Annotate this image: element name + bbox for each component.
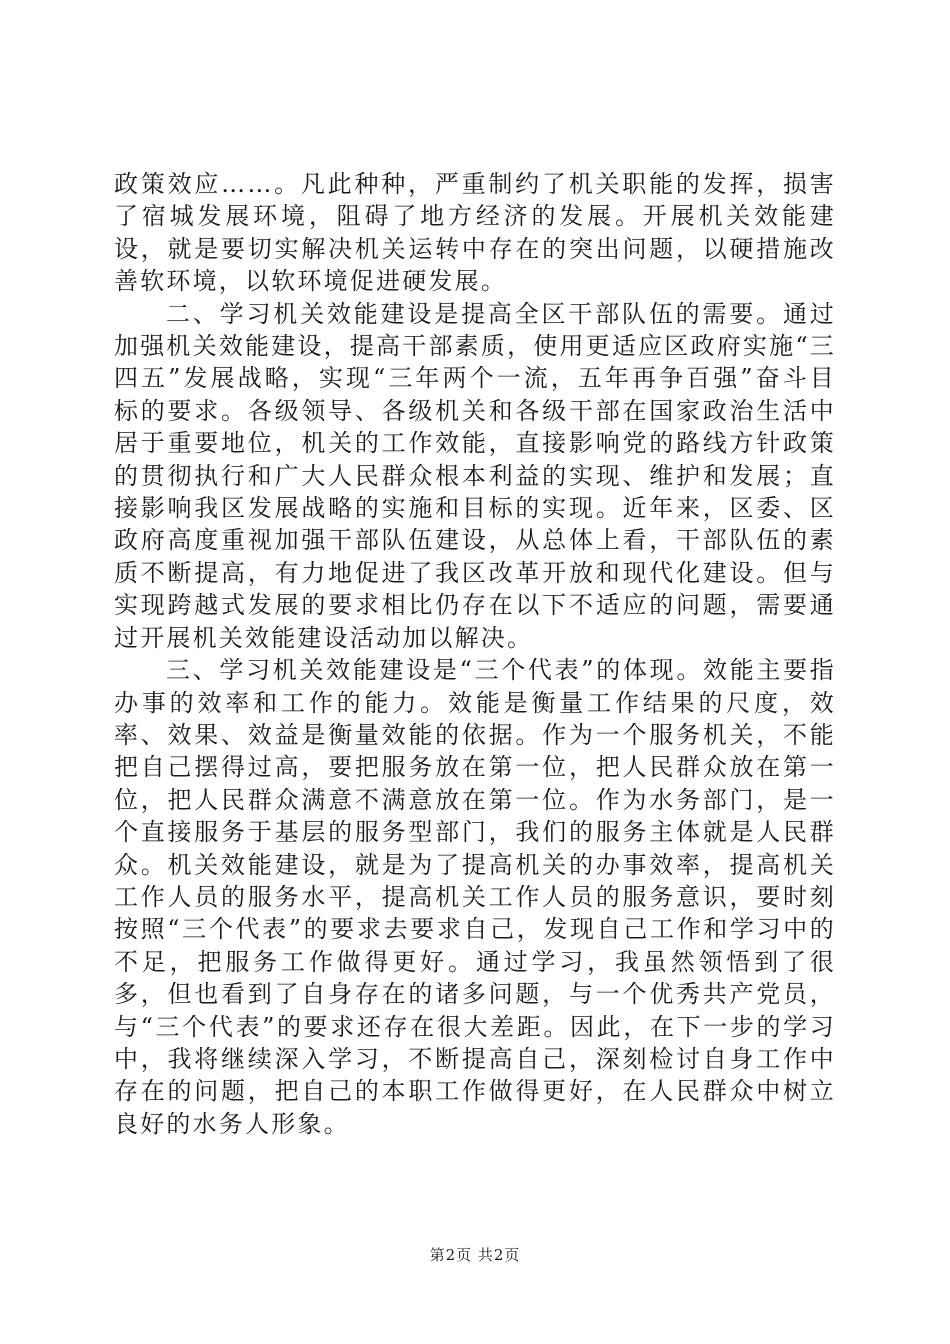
paragraph-section-two: 二、学习机关效能建设是提高全区干部队伍的需要。通过加强机关效能建设，提高干部素质，使用更适应区政府实施“三四五”发展战略，实现“三年两个一流，五年再争百强”奋斗目标的要求。各级领导、各级机关和各级干部在国家政治生活中居于重要地位，机关的工作效能，直接影响党的路线方针政策的贯彻执行和广大人民群众根本利益的实现、维护和发展；直接影响我区发展战略的实施和目标的实现。近年来，区委、区政府高度重视加强干部队伍建设，从总体上看，干部队伍的素质不断提高，有力地促进了我区改革开放和现代化建设。但与实现跨越式发展的要求相比仍存在以下不适应的问题，需要通过开展机关效能建设活动加以解决。 xyxy=(114,299,836,652)
page-number-footer: 第2页 共2页 xyxy=(429,1246,521,1264)
document-body xyxy=(114,168,836,1140)
paragraph-section-three: 三、学习机关效能建设是“三个代表”的体现。效能主要指办事的效率和工作的能力。效能是衡量工作结果的尺度，效率、效果、效益是衡量效能的依据。作为一个服务机关，不能把自己摆得过高，要把服务放在第一位，把人民群众放在第一位，把人民群众满意不满意放在第一位。作为水务部门，是一个直接服务于基层的服务型部门，我们的服务主体就是人民群众。机关效能建设，就是为了提高机关的办事效率，提高机关工作人员的服务水平，提高机关工作人员的服务意识，要时刻按照“三个代表”的要求去要求自己，发现自己工作和学习中的不足，把服务工作做得更好。通过学习，我虽然领悟到了很多，但也看到了自身存在的诸多问题，与一个优秀共产党员，与“三个代表”的要求还存在很大差距。因此，在下一步的学习中，我将继续深入学习，不断提高自己，深刻检讨自身工作中存在的问题，把自己的本职工作做得更好，在人民群众中树立良好的水务人形象。 xyxy=(114,656,836,1138)
paragraph-continuation: 政策效应……。凡此种种，严重制约了机关职能的发挥，损害了宿城发展环境，阻碍了地方经济的发展。开展机关效能建设，就是要切实解决机关运转中存在的突出问题，以硬措施改善软环境，以软环境促进硬发展。 xyxy=(114,170,836,296)
